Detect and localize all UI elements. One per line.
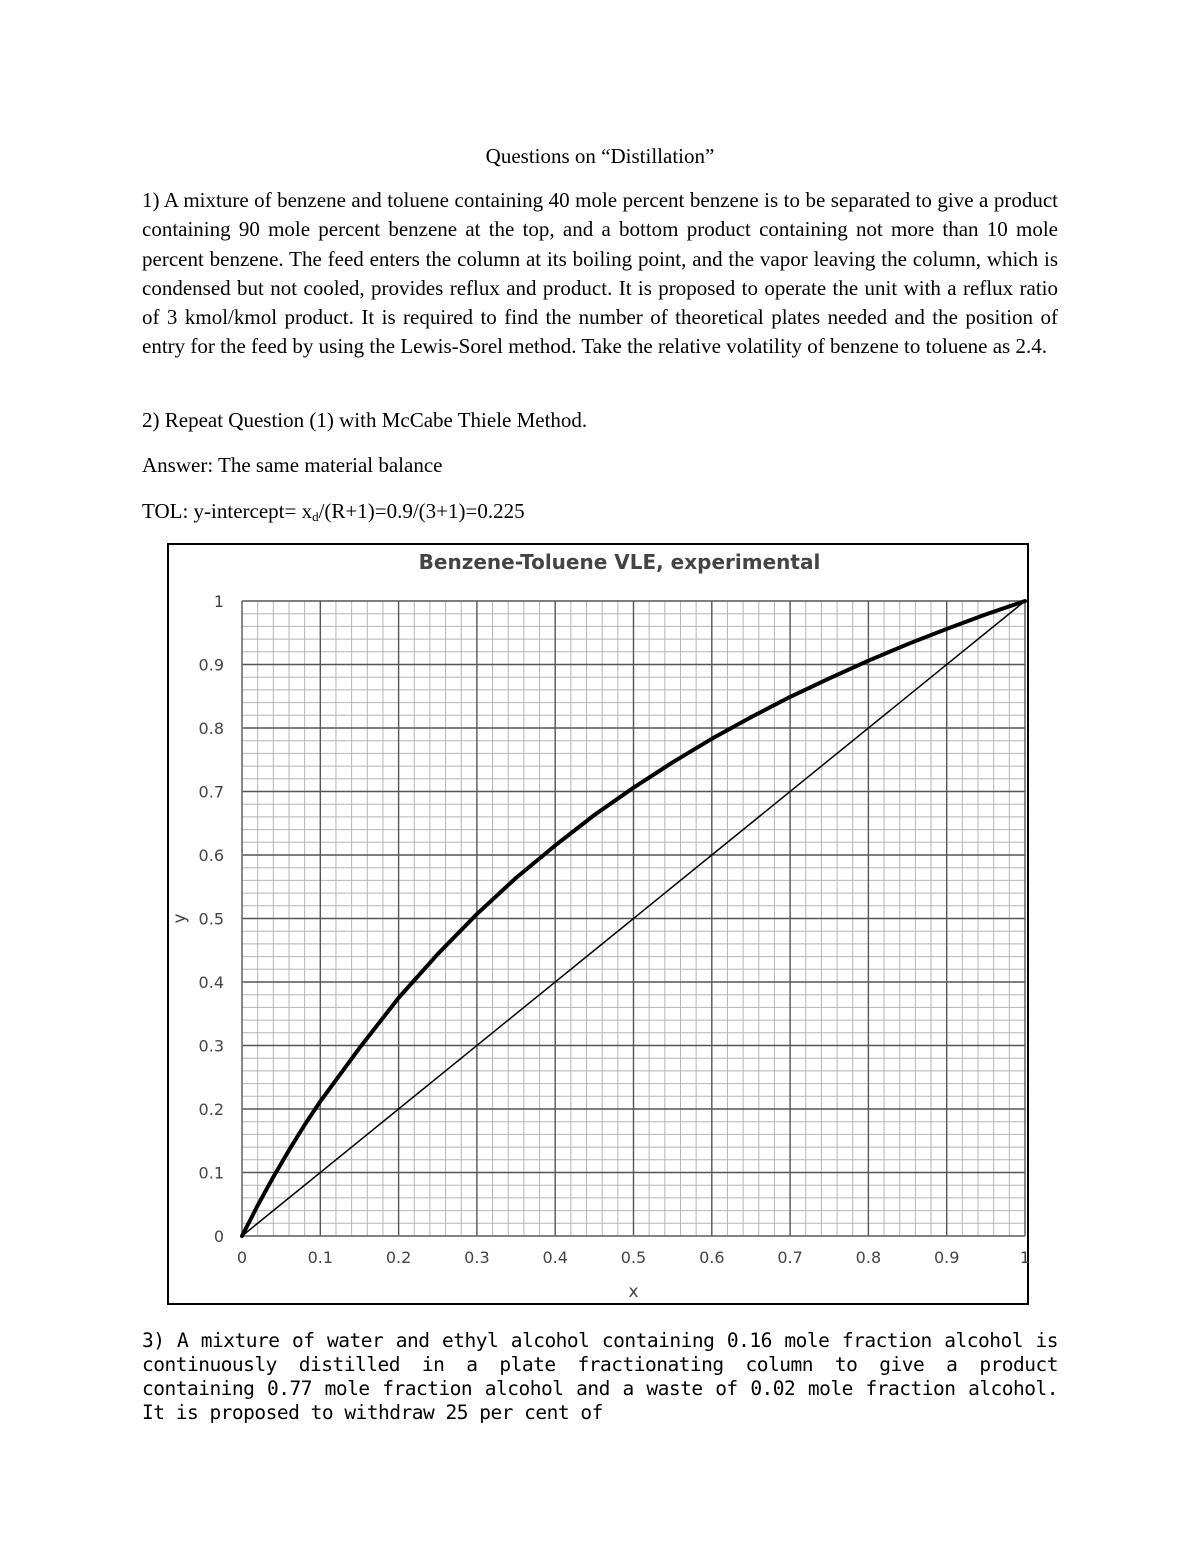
y-tick-label: 0.2 bbox=[198, 1100, 224, 1119]
chart-title: Benzene-Toluene VLE, experimental bbox=[418, 550, 821, 574]
vle-chart-frame bbox=[167, 543, 1029, 1305]
y-tick-label: 0 bbox=[213, 1227, 224, 1246]
y-tick-label: 0.1 bbox=[198, 1163, 224, 1183]
y-tick-label: 0.9 bbox=[198, 655, 224, 675]
question-2: 2) Repeat Question (1) with McCabe Thiele Method. bbox=[142, 408, 588, 432]
x-tick-label: 0.7 bbox=[777, 1248, 803, 1267]
tol-subscript: d bbox=[312, 509, 319, 524]
y-axis-label: y bbox=[170, 913, 190, 924]
y-tick-label: 0.4 bbox=[198, 973, 224, 992]
x-tick-label: 0.2 bbox=[385, 1248, 412, 1267]
x-tick-label: 0.3 bbox=[464, 1248, 490, 1267]
y-tick-label: 1 bbox=[213, 592, 224, 611]
x-tick-label: 0.9 bbox=[933, 1248, 960, 1267]
vle-chart bbox=[169, 545, 1031, 1303]
x-tick-label: 0.8 bbox=[855, 1248, 882, 1267]
x-tick-label: 0 bbox=[236, 1248, 248, 1267]
y-tick-label: 0.8 bbox=[198, 719, 224, 738]
question-3: 3) A mixture of water and ethyl alcohol containing 0.16 mole fraction alcohol is continuously distilled in a plate fractionating column to give a product containing 0.77 mole fraction alcohol and a waste of 0.02 mole fraction alcohol. It is proposed to withdraw 25 per cent of bbox=[142, 1329, 1058, 1424]
x-tick-label: 1 bbox=[1019, 1248, 1031, 1267]
answer-line: Answer: The same material balance bbox=[142, 453, 443, 477]
x-tick-label: 0.5 bbox=[620, 1248, 647, 1267]
document-title: Questions on “Distillation” bbox=[485, 144, 715, 168]
x-axis-label: x bbox=[628, 1282, 639, 1302]
x-tick-label: 0.6 bbox=[699, 1248, 725, 1267]
tol-prefix: TOL: y-intercept= x bbox=[142, 499, 313, 523]
tol-suffix: /(R+1)=0.9/(3+1)=0.225 bbox=[318, 499, 525, 523]
y-tick-label: 0.5 bbox=[198, 909, 224, 929]
y-tick-label: 0.6 bbox=[198, 846, 224, 865]
y-tick-label: 0.7 bbox=[198, 782, 224, 802]
x-tick-label: 0.4 bbox=[542, 1248, 568, 1267]
tol-line bbox=[142, 497, 1058, 531]
y-tick-label: 0.3 bbox=[198, 1036, 224, 1056]
question-1: 1) A mixture of benzene and toluene containing 40 mole percent benzene is to be separated to give a product containing 90 mole percent benzene at the top, and a bottom product containing not more than 10 mole percent benzene. The feed enters the column at its boiling point, and the vapor leaving the column, which is condensed but not cooled, provides reflux and product. It is proposed to operate the unit with a reflux ratio of 3 kmol/kmol product. It is required to find the number of theoretical plates needed and the position of entry for the feed by using the Lewis-Sorel method. Take the relative volatility of benzene to toluene as 2.4. bbox=[142, 188, 1058, 359]
x-tick-label: 0.1 bbox=[307, 1248, 334, 1267]
